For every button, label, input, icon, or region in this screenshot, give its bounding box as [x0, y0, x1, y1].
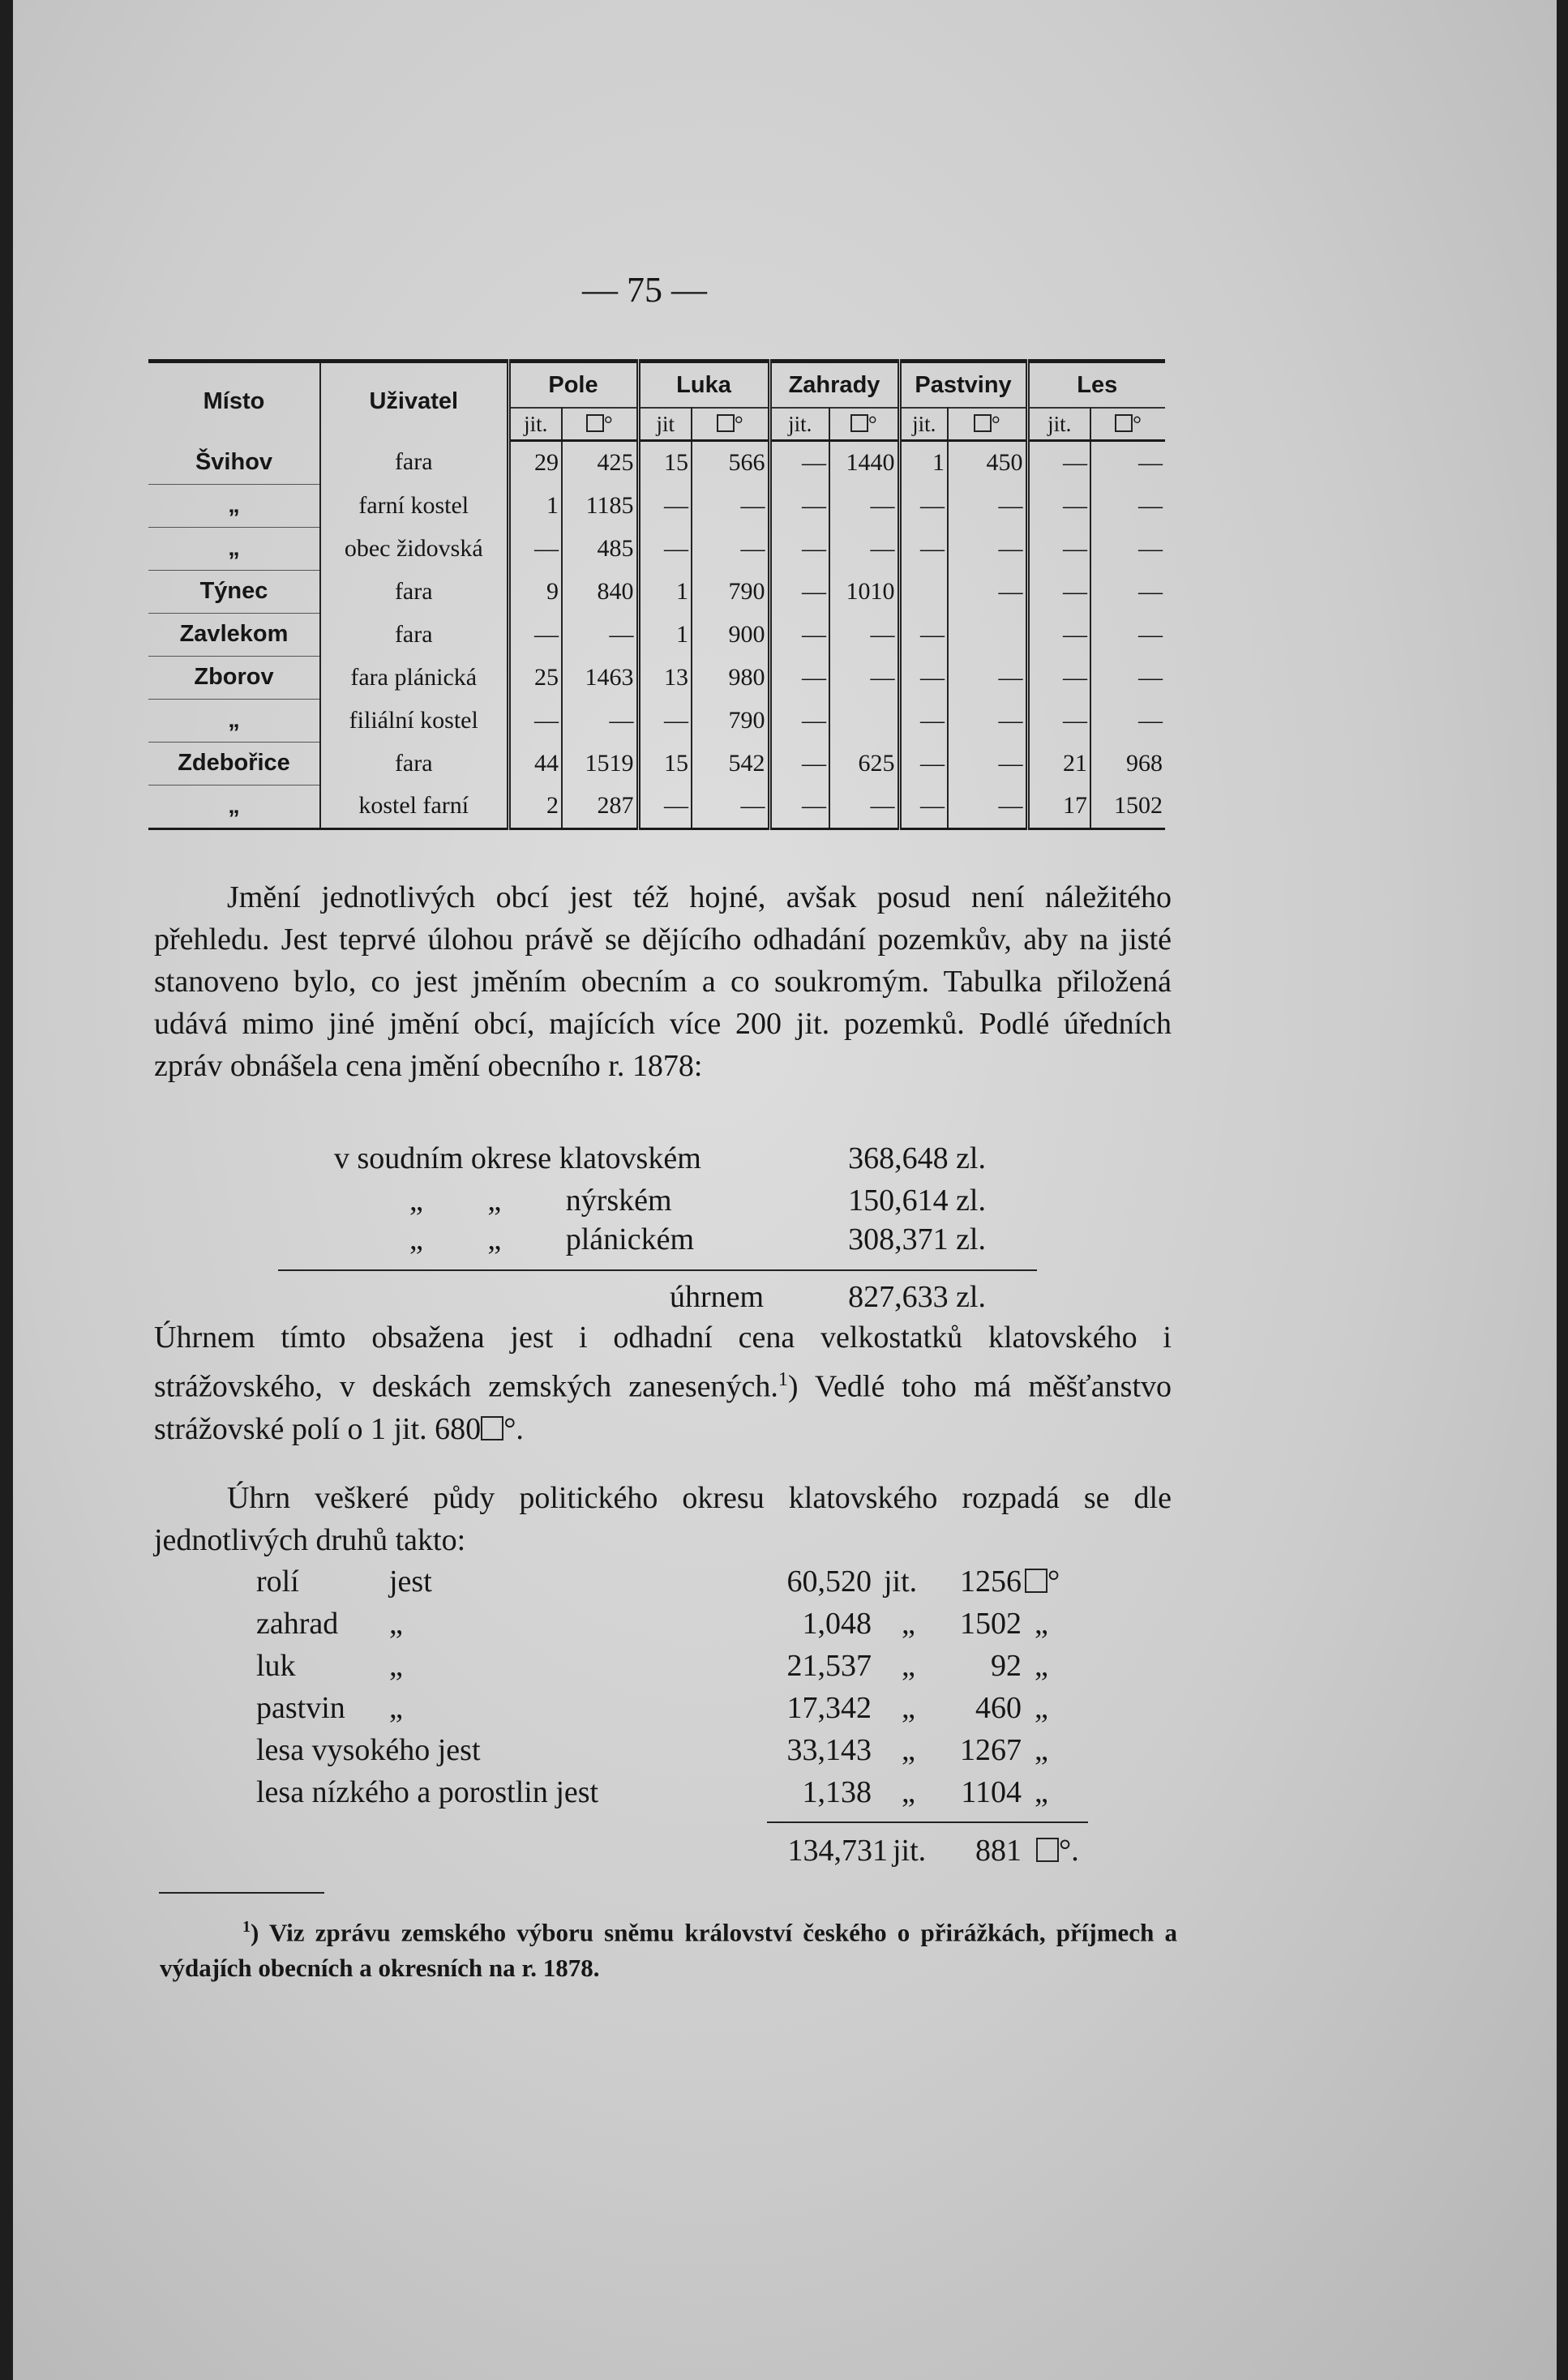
- subheader-sq: °: [692, 408, 769, 441]
- cell-value: 1: [899, 441, 948, 485]
- land-item-jit: 21,537: [786, 1649, 872, 1683]
- cell-value: —: [829, 484, 899, 527]
- cell-value: 566: [692, 441, 769, 485]
- cell-value: —: [769, 785, 829, 828]
- cell-value: 9: [508, 570, 562, 613]
- footnote-rule: [159, 1892, 324, 1894]
- header-pole: Pole: [508, 362, 638, 409]
- table-row: [148, 742, 1165, 785]
- cell-value: 790: [692, 570, 769, 613]
- cell-value: —: [562, 699, 638, 742]
- table-row: [148, 785, 1165, 828]
- cell-value: 900: [692, 613, 769, 656]
- cell-value: 542: [692, 742, 769, 785]
- cell-uzivatel: kostel farní: [320, 785, 508, 828]
- table-row: [148, 441, 1165, 485]
- cell-uzivatel: fara: [320, 613, 508, 656]
- land-item-sq: 1267: [960, 1733, 1022, 1767]
- cell-value: —: [562, 613, 638, 656]
- cell-value: —: [769, 656, 829, 699]
- cell-value: —: [508, 613, 562, 656]
- cell-value: 2: [508, 785, 562, 828]
- cell-value: —: [899, 484, 948, 527]
- header-uzivatel: Uživatel: [320, 362, 508, 441]
- cell-value: —: [899, 785, 948, 828]
- cell-value: 968: [1126, 749, 1163, 777]
- square-fathom-icon: [1025, 1569, 1047, 1593]
- land-item-unit: „: [902, 1649, 915, 1683]
- cell-value: —: [948, 656, 1027, 699]
- sum-rule: [278, 1269, 1037, 1271]
- cell-value: —: [948, 742, 1027, 785]
- header-misto: Místo: [148, 362, 320, 441]
- land-item-jit: 1,138: [802, 1775, 872, 1809]
- cell-value: —: [829, 527, 899, 570]
- table-row: [148, 527, 1165, 570]
- cell-misto: Zavlekom: [148, 613, 320, 656]
- cell-misto: Zborov: [148, 656, 320, 699]
- cell-value: 425: [562, 441, 638, 485]
- cell-value: —: [948, 785, 1027, 828]
- land-item-name: lesa vysokého jest: [256, 1733, 481, 1767]
- land-item-qualifier: jest: [389, 1565, 432, 1599]
- paragraph-estates: Úhrnem tímto obsažena jest i odhadní cena velkostatků klatovského i strážovského, v deskách zemských zanesených.$^1$) Vedlé toho má měšťanstvo strážovské polí o 1 jit. 680 °.: [154, 1321, 1172, 1446]
- land-item-mark: „: [1035, 1691, 1048, 1725]
- header-zahrady: Zahrady: [769, 362, 899, 409]
- cell-value: —: [1138, 491, 1163, 519]
- subheader-sq: °: [948, 408, 1027, 441]
- cell-value: 1: [508, 484, 562, 527]
- paragraph-land-summary: Úhrn veškeré půdy politického okresu klatovského rozpadá se dle jednotlivých druhů takto:: [154, 1481, 1172, 1557]
- header-les: Les: [1077, 371, 1118, 398]
- land-total-unit: jit.: [893, 1834, 927, 1868]
- cell-misto: Švihov: [148, 441, 320, 485]
- cell-value: —: [692, 527, 769, 570]
- land-item-name: pastvin: [256, 1691, 345, 1725]
- header-pastviny: Pastviny: [899, 362, 1027, 409]
- district-value-2: 150,614 zl.: [848, 1184, 986, 1218]
- table-row: [148, 484, 1165, 527]
- cell-value: 840: [562, 570, 638, 613]
- land-item-sq: 1502: [960, 1607, 1022, 1641]
- district-value-1: 368,648 zl.: [848, 1141, 986, 1175]
- subheader-sq: °: [562, 408, 638, 441]
- cell-uzivatel: fara: [320, 570, 508, 613]
- table-row: [148, 570, 1165, 613]
- land-sum-rule: [767, 1821, 1088, 1823]
- cell-value: 790: [692, 699, 769, 742]
- cell-value: 1463: [562, 656, 638, 699]
- cell-value: 1: [638, 570, 692, 613]
- cell-value: —: [638, 785, 692, 828]
- land-item-unit: „: [902, 1607, 915, 1641]
- cell-value: 44: [508, 742, 562, 785]
- cell-value: 485: [562, 527, 638, 570]
- cell-value: —: [1027, 613, 1090, 656]
- paragraph-municipal-property: Jmění jednotlivých obcí jest též hojné, avšak posud není náležitého přehledu. Jest teprvé úlohou právě se dějícího odhadání pozemkův, aby na jisté stanoveno bylo, co jest jměním obecním a co soukromým. Tabulka přiložená udává mimo jiné jmění obcí, majících více 200 jit. pozemků. Podlé úředních zpráv obnášela cena jmění obecního r. 1878:: [154, 880, 1172, 1083]
- cell-value: [948, 613, 1027, 656]
- cell-uzivatel: fara: [320, 441, 508, 485]
- land-item-unit: „: [902, 1775, 915, 1809]
- land-item-qualifier: „: [389, 1607, 403, 1641]
- cell-value: 1: [638, 613, 692, 656]
- cell-misto: „: [148, 484, 320, 527]
- cell-value: 15: [638, 742, 692, 785]
- land-item-unit: „: [902, 1691, 915, 1725]
- cell-value: —: [1027, 656, 1090, 699]
- cell-value: 29: [508, 441, 562, 485]
- cell-value: —: [948, 527, 1027, 570]
- cell-value: —: [769, 570, 829, 613]
- cell-misto: Zdebořice: [148, 742, 320, 785]
- district-label-2: „ „ nýrském: [409, 1184, 672, 1218]
- cell-value: —: [899, 613, 948, 656]
- cell-value: 1440: [829, 441, 899, 485]
- land-item-unit: jit.: [884, 1565, 918, 1599]
- cell-misto: „: [148, 785, 320, 828]
- cell-uzivatel: obec židovská: [320, 527, 508, 570]
- cell-uzivatel: fara plánická: [320, 656, 508, 699]
- cell-value: —: [1027, 527, 1090, 570]
- cell-value: —: [692, 785, 769, 828]
- square-symbol-icon: [586, 414, 604, 432]
- cell-value: 1502: [1114, 792, 1163, 820]
- cell-misto: „: [148, 527, 320, 570]
- cell-value: —: [948, 699, 1027, 742]
- square-symbol-icon: [717, 414, 735, 432]
- subheader-jit: jit: [638, 408, 692, 441]
- table-row: [148, 656, 1165, 699]
- land-item-unit: „: [902, 1733, 915, 1767]
- cell-value: —: [829, 656, 899, 699]
- cell-misto: Týnec: [148, 570, 320, 613]
- cell-value: —: [692, 484, 769, 527]
- land-item-name: lesa nízkého a porostlin jest: [256, 1775, 599, 1809]
- cell-value: —: [899, 527, 948, 570]
- cell-value: —: [1027, 484, 1090, 527]
- land-item-name: zahrad: [256, 1607, 339, 1641]
- square-fathom-icon: [481, 1416, 503, 1440]
- land-item-qualifier: „: [389, 1649, 403, 1683]
- land-total-jit: 134,731: [787, 1834, 888, 1868]
- page-number: — 75 —: [582, 270, 707, 310]
- land-item-mark: „: [1035, 1649, 1048, 1683]
- footnote: $^1$) Viz zprávu zemského výboru sněmu království českého o přirážkách, příjmech a výdajích obecních a okresních na r. 1878.: [160, 1918, 1177, 1983]
- cell-value: —: [899, 742, 948, 785]
- cell-value: —: [769, 441, 829, 485]
- cell-value: 1519: [562, 742, 638, 785]
- cell-value: 1185: [562, 484, 638, 527]
- cell-value: 21: [1027, 742, 1090, 785]
- cell-value: 13: [638, 656, 692, 699]
- square-fathom-icon: [1036, 1838, 1059, 1862]
- subheader-jit: jit.: [1027, 408, 1090, 441]
- cell-value: —: [1138, 663, 1163, 691]
- cell-value: —: [899, 699, 948, 742]
- cell-value: —: [638, 484, 692, 527]
- land-item-jit: 60,520: [786, 1565, 872, 1599]
- cell-value: —: [899, 656, 948, 699]
- cell-value: 625: [829, 742, 899, 785]
- land-item-sq: 460: [975, 1691, 1022, 1725]
- cell-value: 25: [508, 656, 562, 699]
- district-value-3: 308,371 zl.: [848, 1222, 986, 1256]
- cell-value: 15: [638, 441, 692, 485]
- cell-misto: „: [148, 699, 320, 742]
- cell-value: —: [1138, 620, 1163, 648]
- land-item-mark: „: [1035, 1607, 1048, 1641]
- land-total-sq: 881: [975, 1834, 1022, 1868]
- cell-value: —: [948, 484, 1027, 527]
- cell-value: [829, 699, 899, 742]
- subheader-jit: jit.: [508, 408, 562, 441]
- subheader-sq: °: [1090, 408, 1165, 441]
- square-symbol-icon: [1115, 414, 1133, 432]
- cell-value: —: [829, 785, 899, 828]
- districts-total-value: 827,633 zl.: [848, 1280, 986, 1314]
- land-item-jit: 33,143: [786, 1733, 872, 1767]
- header-luka: Luka: [638, 362, 769, 409]
- cell-value: —: [508, 699, 562, 742]
- cell-value: —: [769, 484, 829, 527]
- square-symbol-icon: [974, 414, 992, 432]
- cell-uzivatel: farní kostel: [320, 484, 508, 527]
- property-table: [148, 359, 1165, 830]
- districts-total-label: úhrnem: [670, 1280, 765, 1314]
- land-item-jit: 17,342: [786, 1691, 872, 1725]
- land-item-jit: 1,048: [802, 1607, 872, 1641]
- land-item-name: rolí: [256, 1565, 299, 1599]
- cell-value: —: [769, 527, 829, 570]
- land-item-mark: „: [1035, 1733, 1048, 1767]
- cell-value: —: [1027, 570, 1090, 613]
- cell-uzivatel: filiální kostel: [320, 699, 508, 742]
- table-row: [148, 613, 1165, 656]
- cell-value: —: [1138, 577, 1163, 605]
- cell-value: —: [1027, 699, 1090, 742]
- cell-uzivatel: fara: [320, 742, 508, 785]
- cell-value: —: [1138, 534, 1163, 562]
- land-item-sq: 1104: [961, 1775, 1022, 1809]
- land-item-mark: „: [1035, 1775, 1048, 1809]
- cell-value: —: [638, 527, 692, 570]
- subheader-sq: °: [829, 408, 899, 441]
- cell-value: 980: [692, 656, 769, 699]
- cell-value: —: [948, 570, 1027, 613]
- cell-value: 1010: [829, 570, 899, 613]
- cell-value: —: [1138, 449, 1163, 476]
- cell-value: —: [829, 613, 899, 656]
- district-label-3: „ „ plánickém: [409, 1222, 695, 1256]
- land-item-name: luk: [256, 1649, 296, 1683]
- land-total-mark: °.: [1036, 1830, 1079, 1872]
- table-row: [148, 699, 1165, 742]
- cell-value: [899, 570, 948, 613]
- cell-value: —: [508, 527, 562, 570]
- square-symbol-icon: [850, 414, 868, 432]
- cell-value: —: [769, 742, 829, 785]
- cell-value: —: [1138, 706, 1163, 734]
- cell-value: —: [638, 699, 692, 742]
- land-item-mark: °: [1025, 1560, 1060, 1603]
- cell-value: 450: [948, 441, 1027, 485]
- subheader-jit: jit.: [769, 408, 829, 441]
- district-label-1: v soudním okrese klatovském: [334, 1141, 701, 1175]
- cell-value: 17: [1027, 785, 1090, 828]
- land-item-qualifier: „: [389, 1691, 403, 1725]
- cell-value: —: [769, 699, 829, 742]
- land-item-sq: 1256: [960, 1565, 1022, 1599]
- cell-value: 287: [562, 785, 638, 828]
- cell-value: —: [769, 613, 829, 656]
- land-item-sq: 92: [991, 1649, 1022, 1683]
- subheader-jit: jit.: [899, 408, 948, 441]
- cell-value: —: [1027, 441, 1090, 485]
